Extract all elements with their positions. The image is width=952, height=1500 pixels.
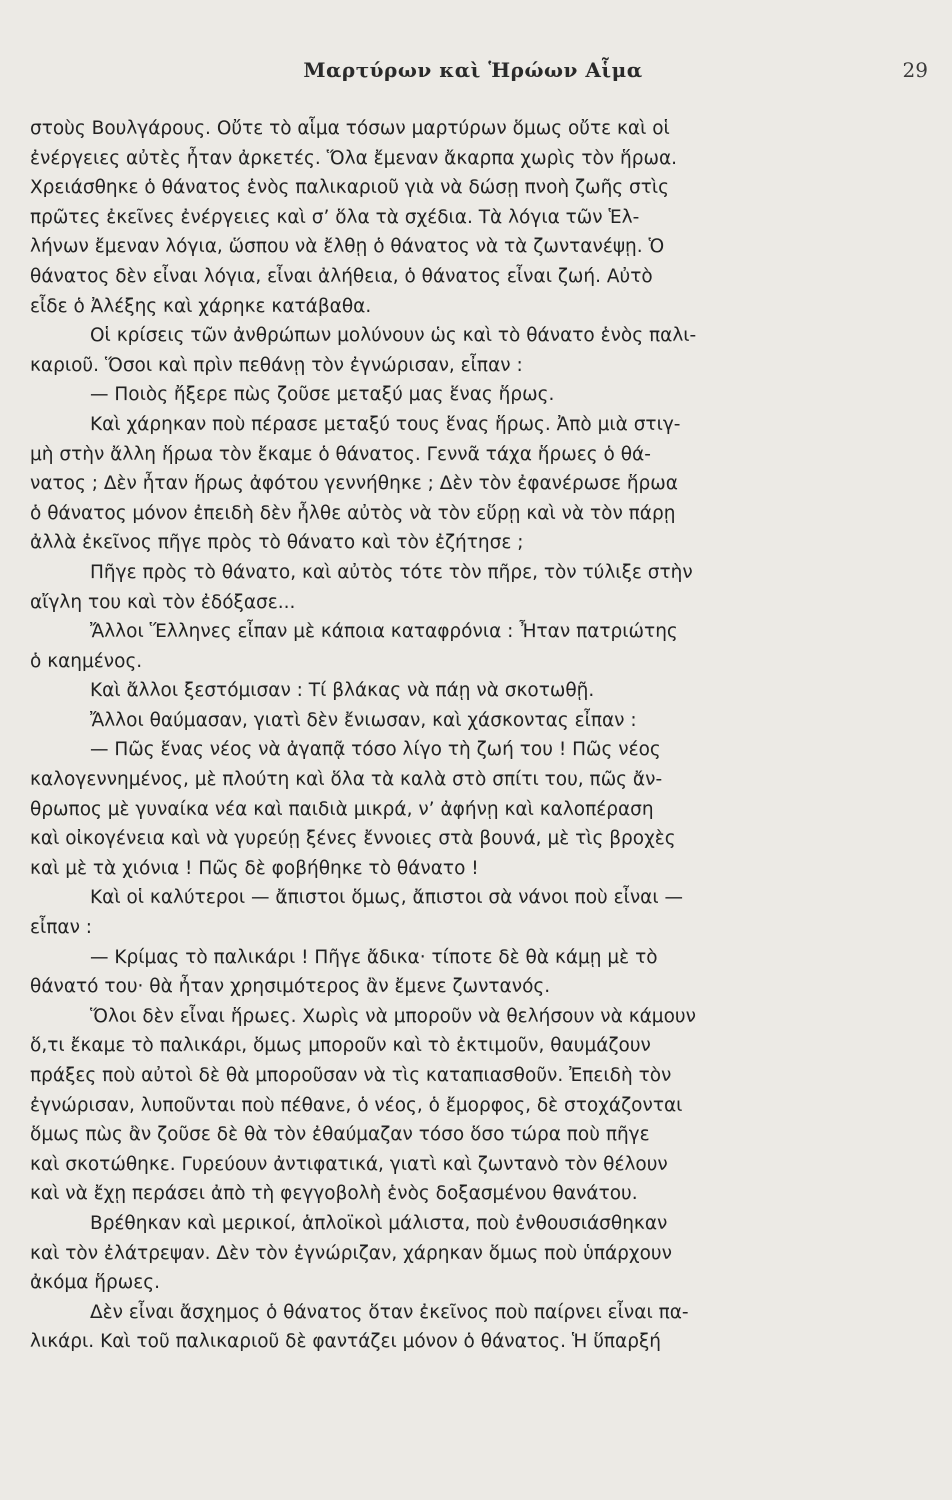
text-line: ὁ θάνατος μόνον ἐπειδὴ δὲν ἦλθε αὐτὸς νὰ τὸν εὕρῃ καὶ νὰ τὸν πάρῃ (30, 502, 676, 524)
body-text (30, 114, 892, 1357)
text-line: θάνατό του· θὰ ἦταν χρησιμότερος ἂν ἔμενε ζωντανός. (30, 976, 551, 998)
text-line: ἐγνώρισαν, λυποῦνται ποὺ πέθανε, ὁ νέος, ὁ ἔμορφος, δὲ στοχάζονται (30, 1094, 683, 1116)
text-line: Χρειάσθηκε ὁ θάνατος ἑνὸς παλικαριοῦ γιὰ νὰ δώσῃ πνοὴ ζωῆς στὶς (30, 177, 670, 199)
text-line: — Πῶς ἕνας νέος νὰ ἀγαπᾷ τόσο λίγο τὴ ζωή του ! Πῶς νέος (90, 739, 661, 761)
text-line: αἴγλη του καὶ τὸν ἐδόξασε... (30, 591, 296, 613)
text-line: πρῶτες ἐκεῖνες ἐνέργειες καὶ σ’ ὅλα τὰ σχέδια. Τὰ λόγια τῶν Ἑλ- (30, 206, 640, 228)
text-line: Ἄλλοι θαύμασαν, γιατὶ δὲν ἔνιωσαν, καὶ χάσκοντας εἶπαν : (90, 709, 637, 731)
text-line: ὅμως πὼς ἂν ζοῦσε δὲ θὰ τὸν ἐθαύμαζαν τόσο ὅσο τώρα ποὺ πῆγε (30, 1124, 650, 1146)
text-line: λήνων ἔμεναν λόγια, ὥσπου νὰ ἔλθῃ ὁ θάνατος νὰ τὰ ζωντανέψῃ. Ὁ (30, 236, 665, 258)
text-line: Καὶ οἱ καλύτεροι — ἄπιστοι ὅμως, ἄπιστοι σὰ νάνοι ποὺ εἶναι — (90, 887, 684, 909)
text-line: μὴ στὴν ἄλλη ἥρωα τὸν ἔκαμε ὁ θάνατος. Γεννᾶ τάχα ἥρωες ὁ θά- (30, 443, 651, 465)
text-line: Ἄλλοι Ἕλληνες εἶπαν μὲ κάποια καταφρόνια : Ἦταν πατριώτης (90, 621, 678, 643)
text-line: — Κρίμας τὸ παλικάρι ! Πῆγε ἄδικα· τίποτε δὲ θὰ κάμῃ μὲ τὸ (90, 946, 658, 968)
text-line: ἐνέργειες αὐτὲς ἦταν ἀρκετές. Ὅλα ἔμεναν ἄκαρπα χωρὶς τὸν ἥρωα. (30, 147, 678, 169)
text-line: Βρέθηκαν καὶ μερικοί, ἁπλοϊκοὶ μάλιστα, ποὺ ἐνθουσιάσθηκαν (90, 1212, 668, 1234)
page-header (28, 58, 928, 92)
text-line: ὁ καημένος. (30, 650, 143, 672)
text-line: καὶ μὲ τὰ χιόνια ! Πῶς δὲ φοβήθηκε τὸ θάνατο ! (30, 857, 479, 879)
running-title: Μαρτύρων καὶ Ἡρώων Αἷμα (303, 58, 643, 82)
text-line: καὶ τὸν ἐλάτρεψαν. Δὲν τὸν ἐγνώριζαν, χάρηκαν ὅμως ποὺ ὑπάρχουν (30, 1242, 672, 1264)
text-line: θρωπος μὲ γυναίκα νέα καὶ παιδιὰ μικρά, ν’ ἀφήνῃ καὶ καλοπέραση (30, 798, 654, 820)
text-line: Ὅλοι δὲν εἶναι ἥρωες. Χωρὶς νὰ μποροῦν νὰ θελήσουν νὰ κάμουν (90, 1005, 696, 1027)
text-line: στοὺς Βουλγάρους. Οὔτε τὸ αἷμα τόσων μαρτύρων ὅμως οὔτε καὶ οἱ (30, 118, 670, 139)
page-number: 29 (902, 58, 928, 82)
text-line: Δὲν εἶναι ἄσχημος ὁ θάνατος ὅταν ἐκεῖνος ποὺ παίρνει εἶναι πα- (90, 1301, 689, 1323)
text-line: νατος ; Δὲν ἦταν ἥρως ἀφότου γεννήθηκε ; Δὲν τὸν ἐφανέρωσε ἥρωα (30, 473, 678, 495)
text-line: καὶ οἰκογένεια καὶ νὰ γυρεύῃ ξένες ἔννοιες στὰ βουνά, μὲ τὶς βροχὲς (30, 828, 676, 850)
text-line: ἀλλὰ ἐκεῖνος πῆγε πρὸς τὸ θάνατο καὶ τὸν ἐζήτησε ; (30, 532, 524, 554)
text-line: Καὶ χάρηκαν ποὺ πέρασε μεταξύ τους ἕνας ἥρως. Ἀπὸ μιὰ στιγ- (90, 413, 681, 435)
text-line: ὅ,τι ἔκαμε τὸ παλικάρι, ὅμως μποροῦν καὶ τὸ ἐκτιμοῦν, θαυμάζουν (30, 1035, 651, 1057)
text-line: εἶδε ὁ Ἀλέξης καὶ χάρηκε κατάβαθα. (30, 295, 372, 317)
text-line: καὶ νὰ ἔχῃ περάσει ἀπὸ τὴ φεγγοβολὴ ἑνὸς δοξασμένου θανάτου. (30, 1183, 638, 1205)
text-line: καριοῦ. Ὅσοι καὶ πρὶν πεθάνῃ τὸν ἐγνώρισαν, εἶπαν : (30, 354, 523, 376)
text-line: Καὶ ἄλλοι ξεστόμισαν : Τί βλάκας νὰ πάῃ νὰ σκοτωθῇ. (90, 680, 595, 702)
text-line: Οἱ κρίσεις τῶν ἀνθρώπων μολύνουν ὡς καὶ τὸ θάνατο ἑνὸς παλι- (90, 325, 697, 347)
text-line: εἶπαν : (30, 917, 93, 939)
text-line: Πῆγε πρὸς τὸ θάνατο, καὶ αὐτὸς τότε τὸν πῆρε, τὸν τύλιξε στὴν (90, 561, 693, 583)
text-line: θάνατος δὲν εἶναι λόγια, εἶναι ἀλήθεια, ὁ θάνατος εἶναι ζωή. Αὐτὸ (30, 265, 653, 287)
text-line: καὶ σκοτώθηκε. Γυρεύουν ἀντιφατικά, γιατὶ καὶ ζωντανὸ τὸν θέλουν (30, 1153, 668, 1175)
text-line: λικάρι. Καὶ τοῦ παλικαριοῦ δὲ φαντάζει μόνον ὁ θάνατος. Ἡ ὕπαρξή (30, 1331, 662, 1353)
text-line: — Ποιὸς ἤξερε πὼς ζοῦσε μεταξύ μας ἕνας ἥρως. (90, 384, 555, 406)
text-line: πράξες ποὺ αὐτοὶ δὲ θὰ μποροῦσαν νὰ τὶς καταπιασθοῦν. Ἐπειδὴ τὸν (30, 1065, 672, 1086)
text-line: ἀκόμα ἥρωες. (30, 1272, 160, 1294)
text-line: καλογεννημένος, μὲ πλούτη καὶ ὅλα τὰ καλὰ στὸ σπίτι του, πῶς ἄν- (30, 769, 663, 791)
